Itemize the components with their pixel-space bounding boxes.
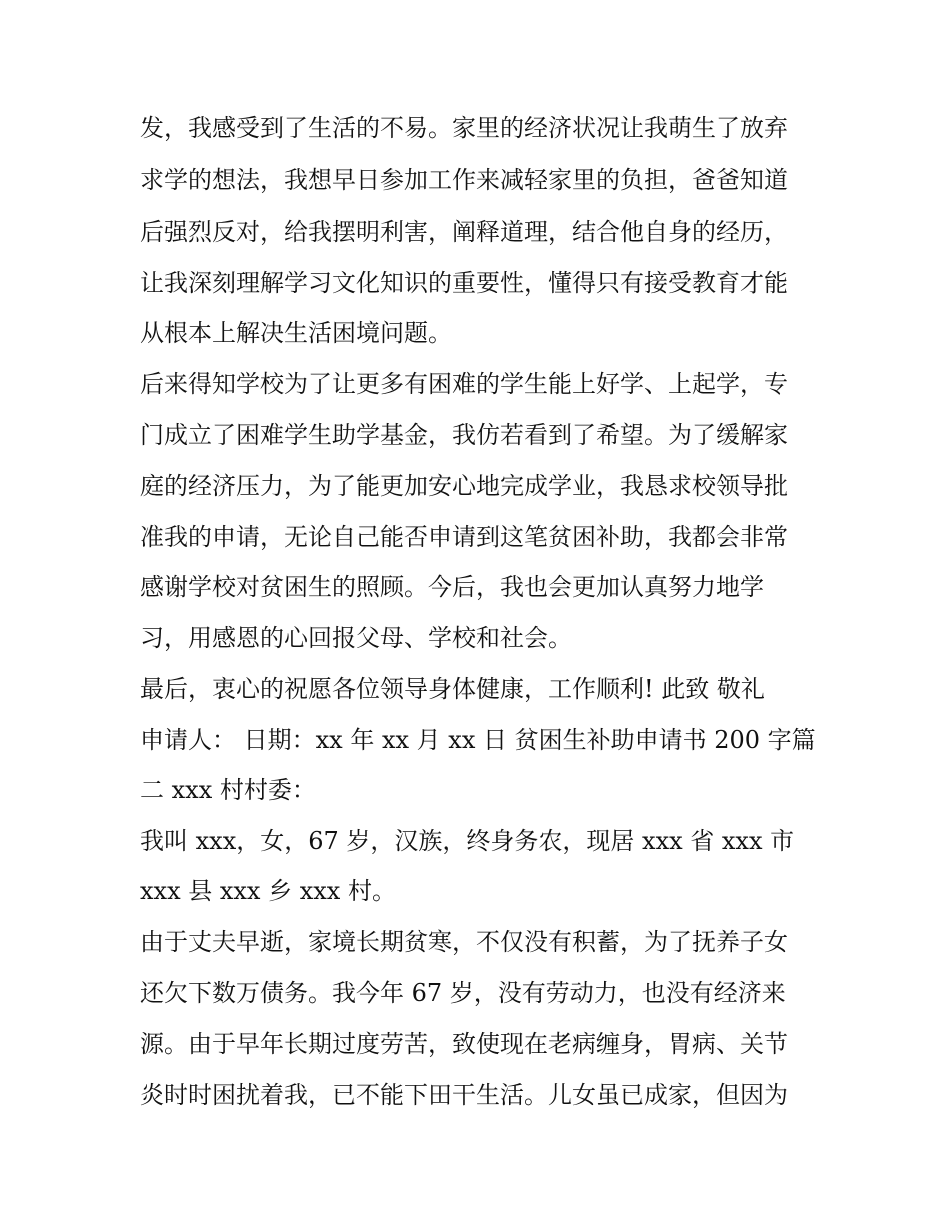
text-line: 炎时时困扰着我，已不能下田干生活。儿女虽已成家，但因为 [140, 1081, 788, 1109]
text-line: 源。由于早年长期过度劳苦，致使现在老病缠身，胃病、关节 [140, 1030, 788, 1058]
text-line: 由于丈夫早逝，家境长期贫寒，不仅没有积蓄，为了抚养子女 [140, 928, 788, 956]
text-line: 后强烈反对，给我摆明利害，阐释道理，结合他自身的经历， [140, 218, 788, 246]
text-line: 最后，衷心的祝愿各位领导身体健康，工作顺利! 此致 敬礼 [140, 675, 765, 703]
text-line: 发，我感受到了生活的不易。家里的经济状况让我萌生了放弃 [140, 114, 788, 142]
text-line: 从根本上解决生活困境问题。 [140, 319, 452, 347]
text-line: 求学的想法，我想早日参加工作来减轻家里的负担，爸爸知道 [140, 166, 788, 194]
text-line: 庭的经济压力，为了能更加安心地完成学业，我恳求校领导批 [140, 472, 788, 500]
text-line: 二 xxx 村村委： [140, 776, 316, 804]
text-line: 门成立了困难学生助学基金，我仿若看到了希望。为了缓解家 [140, 421, 788, 449]
text-line: 后来得知学校为了让更多有困难的学生能上好学、上起学，专 [140, 370, 788, 398]
text-line: 感谢学校对贫困生的照顾。今后，我也会更加认真努力地学 [140, 573, 764, 601]
text-line: 申请人： 日期：xx 年 xx 月 xx 日 贫困生补助申请书 200 字篇 [140, 726, 816, 754]
text-line: 我叫 xxx，女，67 岁，汉族，终身务农，现居 xxx 省 xxx 市 [140, 827, 795, 855]
text-line: xxx 县 xxx 乡 xxx 村。 [140, 877, 396, 905]
text-line: 还欠下数万债务。我今年 67 岁，没有劳动力，也没有经济来 [140, 979, 786, 1007]
text-line: 习，用感恩的心回报父母、学校和社会。 [140, 624, 572, 652]
text-line: 让我深刻理解学习文化知识的重要性，懂得只有接受教育才能 [140, 269, 788, 297]
text-line: 准我的申请，无论自己能否申请到这笔贫困补助，我都会非常 [140, 523, 788, 551]
